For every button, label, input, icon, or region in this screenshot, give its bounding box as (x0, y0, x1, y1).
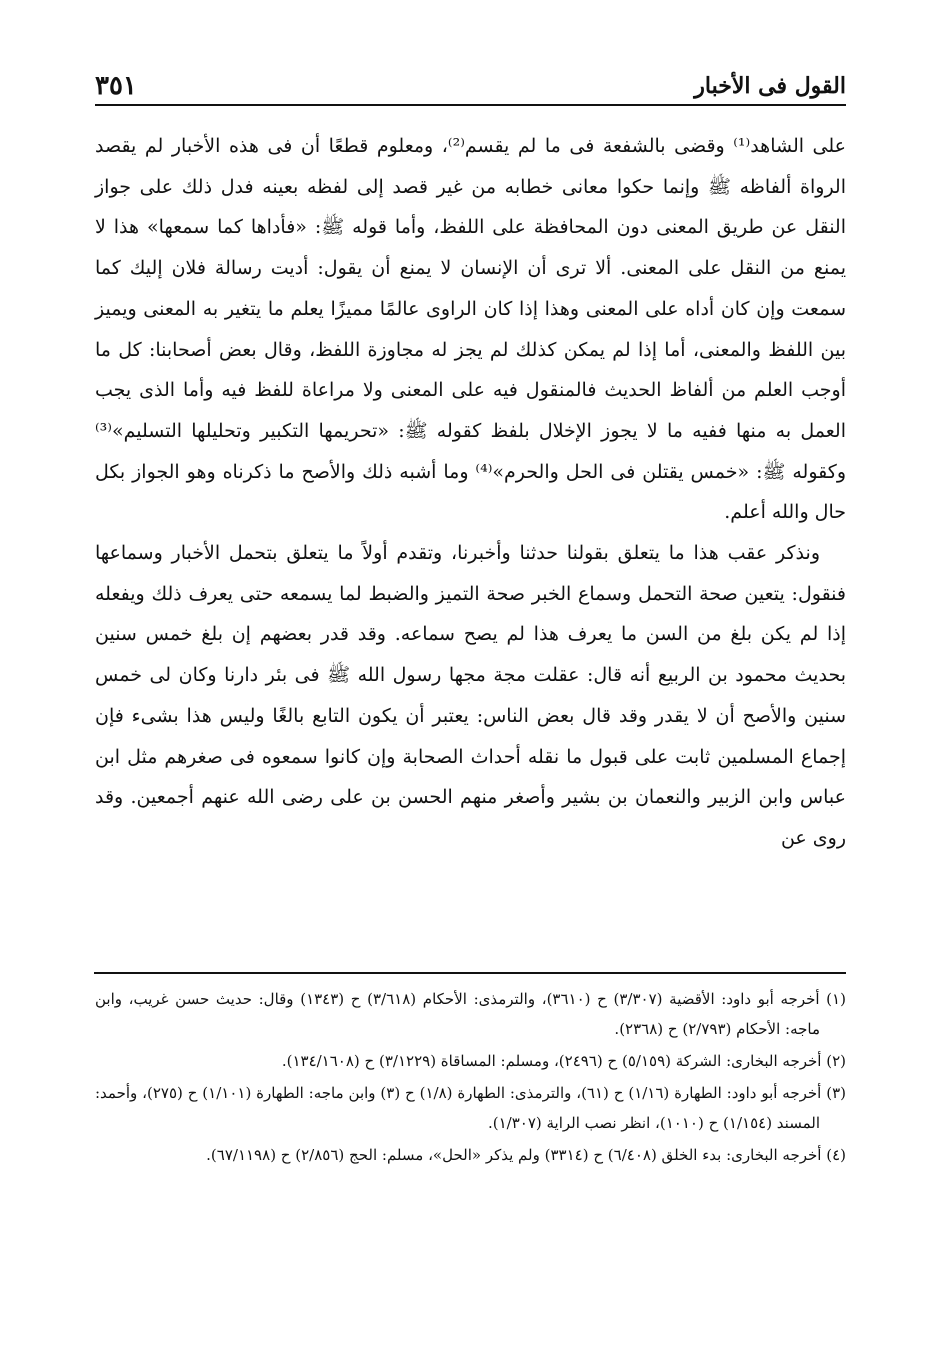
page-number: ٣٥١ (95, 71, 137, 101)
running-title: القول فى الأخبار (694, 73, 846, 99)
main-text (95, 126, 846, 859)
footnote-2: (٢) أخرجه البخارى: الشركة (٥/١٥٩) ح (٢٤٩٦)، ومسلم: المساقاة (٣/١٢٢٩) ح (١٣٤/١٦٠٨). (281, 1052, 846, 1070)
footnotes (95, 984, 846, 1172)
footnote-4: (٤) أخرجه البخارى: بدء الخلق (٦/٤٠٨) ح (٣٣١٤) ولم يذكر «الحل»، مسلم: الحج (٢/٨٥٦) ح (٦٧/١١٩٨). (206, 1146, 846, 1164)
footnote-1: (١) أخرجه أبو داود: الأقضية (٣/٣٠٧) ح (٣٦١٠)، والترمذى: الأحكام (٣/٦١٨) ح (١٣٤٣) وقال: حديث حسن غريب، وابن ماجه: الأحكام (٢/٧٩٣) ح (٢٣٦٨). (95, 990, 846, 1038)
page-header (95, 70, 846, 102)
footnote-divider (94, 972, 846, 974)
paragraph-1: على الشاهد⁽¹⁾ وقضى بالشفعة فى ما لم يقسم⁽²⁾، ومعلوم قطعًا أن فى هذه الأخبار لم يقصد الرواة ألفاظه ﷺ وإنما حكوا معانى خطابه من غير قصد إلى لفظه بعينه فدل ذلك على جواز النقل عن طريق المعنى دون المحافظة على اللفظ، وأما قوله ﷺ: «فأداها كما سمعها» هذا لا يمنع من النقل على المعنى. ألا ترى أن الإنسان لا يمنع أن يقول: أديت رسالة فلان إليك كما سمعت وإن كان أداه على المعنى وهذا إذا كان الراوى عالمًا مميزًا يعلم ما يتغير به المعنى ويميز بين اللفظ والمعنى، أما إذا لم يمكن كذلك لم يجز له مجاوزة اللفظ، وقال بعض أصحابنا: كل ما أوجب العلم من ألفاظ الحديث فالمنقول فيه على المعنى ولا مراعاة للفظ فيه وأما الذى يجب العمل به منها ففيه ما لا يجوز الإخلال بلفظ كقوله ﷺ: «تحريمها التكبير وتحليلها التسليم»⁽³⁾ وكقوله ﷺ: «خمس يقتلن فى الحل والحرم»⁽⁴⁾ وما أشبه ذلك والأصح ما ذكرناه وهو الجواز بكل حال والله أعلم. (95, 135, 847, 524)
footnote-3: (٣) أخرجه أبو داود: الطهارة (١/١٦) ح (٦١)، والترمذى: الطهارة (١/٨) ح (٣) وابن ماجه: الطهارة (١/١٠١) ح (٢٧٥)، وأحمد: المسند (١/١٥٤) ح (١٠١٠)، انظر نصب الراية (١/٣٠٧). (95, 1084, 846, 1132)
header-rule (95, 104, 846, 106)
paragraph-2: ونذكر عقب هذا ما يتعلق بقولنا حدثنا وأخبرنا، وتقدم أولاً ما يتعلق بتحمل الأخبار وسماعها فنقول: يتعين صحة التحمل وسماع الخبر صحة التميز والضبط لما يسمعه حتى يعرف ذلك ويفعله إذا لم يكن بلغ من السن ما يعرف هذا لم يصح سماعه. وقد قدر بعضهم إن بلغ خمس سنين بحديث محمود بن الربيع أنه قال: عقلت مجة مجها رسول الله ﷺ فى بئر دارنا وكان لى خمس سنين والأصح أن لا يقدر وقد قال بعض الناس: يعتبر أن يكون التابع بالغًا وليس هذا بشىء فإن إجماع المسلمين ثابت على قبول ما نقله أحداث الصحابة وإن كانوا سمعوه فى صغرهم مثل ابن عباس وابن الزبير والنعمان بن بشير وأصغر منهم الحسن بن على رضى الله عنهم أجمعين. وقد روى عن (95, 542, 846, 849)
